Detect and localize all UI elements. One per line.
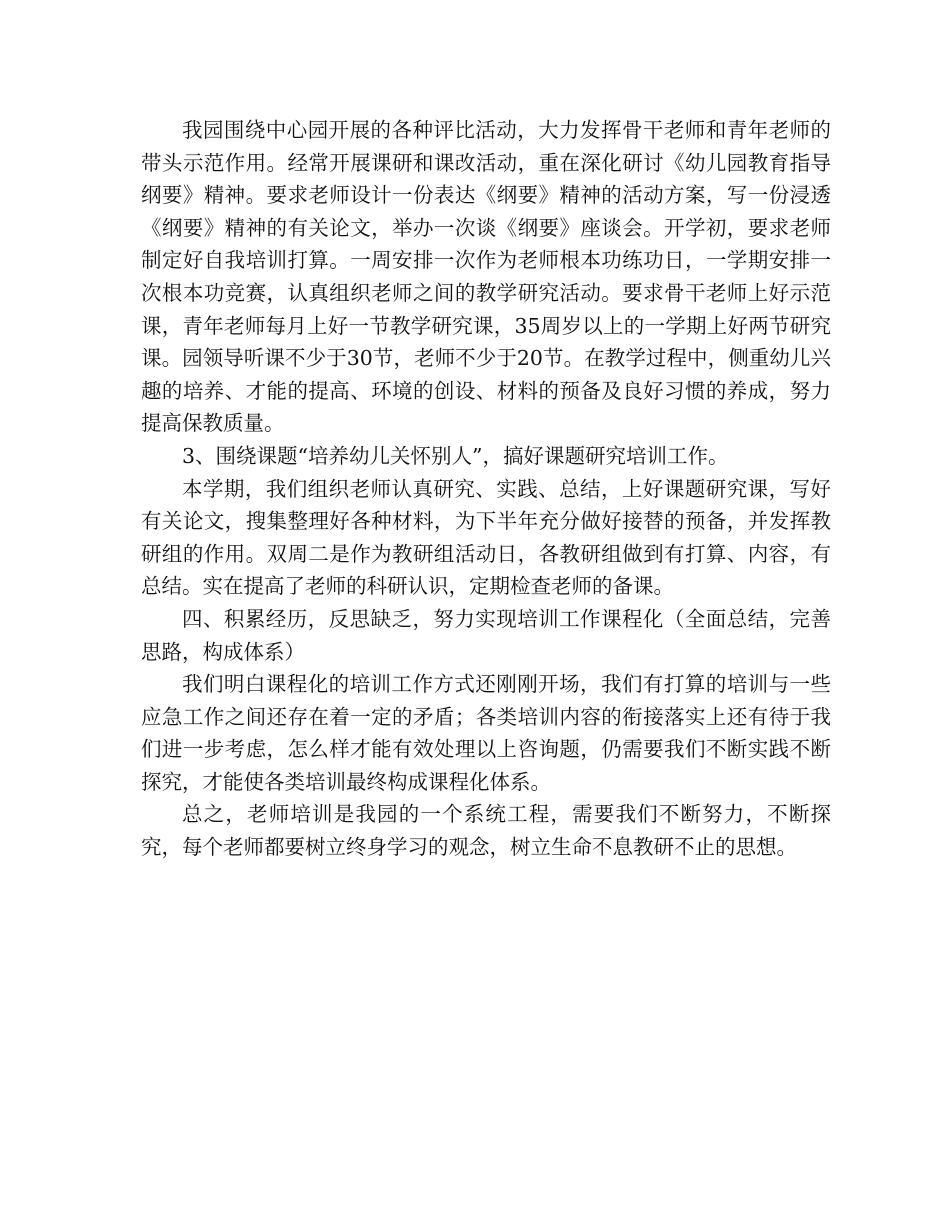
paragraph-curriculum: 我们明白课程化的培训工作方式还刚刚开场，我们有打算的培训与一些应急工作之间还存在着一定的矛盾；各类培训内容的衔接落实上还有待于我们进一步考虑，怎么样才能有效处理以上咨询题，仍需要我们不断实践不断探究，才能使各类培训最终构成课程化体系。: [141, 672, 831, 794]
document-body: [141, 114, 831, 864]
heading-experience: 四、积累经历，反思缺乏，努力实现培训工作课程化（全面总结，完善思路，构成体系）: [141, 606, 831, 664]
paragraph-conclusion: 总之，老师培训是我园的一个系统工程，需要我们不断努力，不断探究，每个老师都要树立终身学习的观念，树立生命不息教研不止的思想。: [141, 802, 831, 860]
heading-topic-research: 3、围绕课题“培养幼儿关怀别人”，搞好课题研究培训工作。: [182, 443, 729, 468]
paragraph-semester: 本学期，我们组织老师认真研究、实践、总结，上好课题研究课，写好有关论文，搜集整理好各种材料，为下半年充分做好接替的预备，并发挥教研组的作用。双周二是作为教研组活动日，各教研组做到有打算、内容，有总结。实在提高了老师的科研认识，定期检查老师的备课。: [141, 476, 831, 599]
paragraph-activities: 我园围绕中心园开展的各种评比活动，大力发挥骨干老师和青年老师的带头示范作用。经常开展课研和课改活动，重在深化研讨《幼儿园教育指导纲要》精神。要求老师设计一份表达《纲要》精神的活动方案，写一份浸透《纲要》精神的有关论文，举办一次谈《纲要》座谈会。开学初，要求老师制定好自我培训打算。一周安排一次作为老师根本功练功日，一学期安排一次根本功竞赛，认真组织老师之间的教学研究活动。要求骨干老师上好示范课，青年老师每月上好一节教学研究课，35周岁以上的一学期上好两节研究课。园领导听课不少于30节，老师不少于20节。在教学过程中，侧重幼儿兴趣的培养、才能的提高、环境的创设、材料的预备及良好习惯的养成，努力提高保教质量。: [141, 118, 831, 436]
